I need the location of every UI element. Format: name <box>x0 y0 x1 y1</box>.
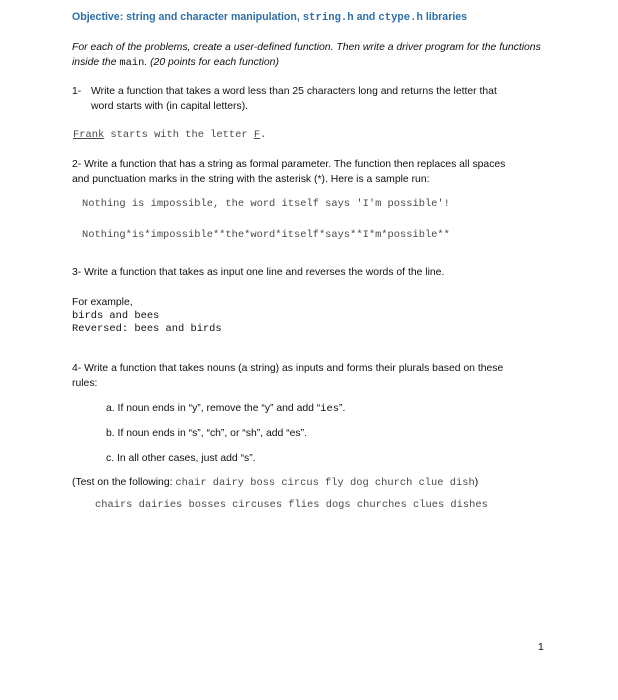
rule-b: b. If noun ends in “s”, “ch”, or “sh”, add “es”. <box>106 428 307 439</box>
test-line <box>72 475 478 490</box>
example-middle: starts with the letter <box>104 129 254 141</box>
intro-text-1: For each of the problems, create a user-defined function. Then write a driver program for the functions inside the <box>72 42 541 68</box>
problem-1-text-1: Write a function that takes a word less than 25 characters long and returns the letter that <box>91 86 497 97</box>
problem-1 <box>72 84 552 114</box>
problem-1-text-2: word starts with (in capital letters). <box>91 101 249 112</box>
rule-a <box>106 401 345 416</box>
problem-2 <box>72 157 552 187</box>
objective-code-string-h: string.h <box>302 12 354 24</box>
example-period: . <box>260 129 267 141</box>
example-letter: F <box>253 129 261 141</box>
intro-paragraph <box>72 40 552 71</box>
problem-1-line-1 <box>72 84 552 99</box>
rule-c: c. In all other cases, just add “s”. <box>106 453 256 464</box>
problem-1-number: 1- <box>72 86 82 97</box>
test-prefix: (Test on the following: <box>72 477 176 488</box>
rule-a-end: ”. <box>339 403 346 414</box>
objective-heading <box>72 10 467 26</box>
problem-2-sample-output: Nothing*is*impossible**the*word*itself*says**I*m*possible** <box>82 229 450 241</box>
objective-code-ctype-h: ctype.h <box>378 12 423 24</box>
test-suffix: ) <box>474 477 479 488</box>
objective-mid: and <box>353 11 379 23</box>
page-number: 1 <box>538 642 544 653</box>
example-word-frank: Frank <box>73 129 105 141</box>
problem-1-example <box>73 128 266 142</box>
rule-a-text: a. If noun ends in “y”, remove the “y” and add “ <box>106 403 321 414</box>
test-results: chairs dairies bosses circuses flies dogs churches clues dishes <box>95 499 488 511</box>
test-words: chair dairy boss circus fly dog church clue dish <box>175 477 475 489</box>
problem-3-example-output: Reversed: bees and birds <box>72 323 222 335</box>
problem-4 <box>72 361 552 391</box>
objective-suffix: libraries <box>422 11 468 23</box>
problem-4-text-2: rules: <box>72 378 98 389</box>
problem-3-example-label: For example, <box>72 297 133 308</box>
intro-text-2: . (20 points for each function) <box>144 57 279 68</box>
rule-a-code-ies: ies <box>320 403 339 415</box>
objective-prefix: Objective: string and character manipulation, <box>72 11 303 23</box>
problem-2-sample-input: Nothing is impossible, the word itself says 'I'm possible'! <box>82 198 450 210</box>
problem-2-text-2: and punctuation marks in the string with the asterisk (*). Here is a sample run: <box>72 174 430 185</box>
problem-3-example-input: birds and bees <box>72 310 160 322</box>
problem-4-text-1: 4- Write a function that takes nouns (a string) as inputs and forms their plurals based on these <box>72 363 504 374</box>
problem-3-text: 3- Write a function that takes as input one line and reverses the words of the line. <box>72 267 445 278</box>
intro-code-main: main <box>119 57 145 69</box>
problem-2-text-1: 2- Write a function that has a string as formal parameter. The function then replaces all spaces <box>72 159 506 170</box>
